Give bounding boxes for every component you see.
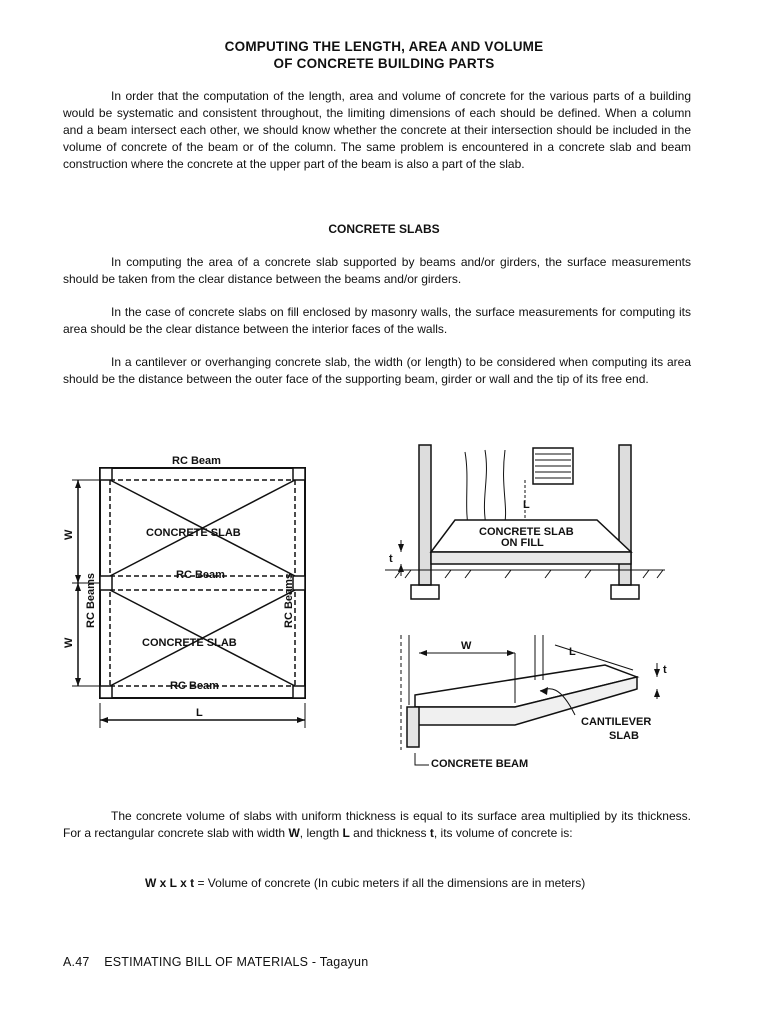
fill-slab-label-line-1: CONCRETE SLAB: [479, 526, 574, 538]
cantilever-slab-label-line-2: SLAB: [609, 730, 639, 742]
plan-w-bottom-label: W: [63, 637, 75, 648]
fill-slab-label-line-2: ON FILL: [501, 537, 544, 549]
intro-paragraph: In order that the computation of the length, area and volume of concrete for the various parts of a building would be systematic and consistent throughout, the limiting dimensions of each should be defined. When a column and a beam intersect each other, we should know whether the concrete at their intersection should be included in the volume of concrete of the beam or of the column. The same problem is encountered in a concrete slab and beam construction where the concrete at the upper part of the beam is also a part of the slab.: [63, 89, 691, 171]
volume-text-4: , its volume of concrete is:: [433, 826, 573, 840]
plan-w-top-label: W: [63, 529, 75, 540]
plan-rc-beams-left-label: RC Beams: [85, 572, 97, 628]
volume-paragraph: [63, 808, 691, 842]
slab-on-fill-figure: [375, 440, 675, 610]
plan-slab-top-label: CONCRETE SLAB: [146, 527, 241, 539]
plan-rc-beam-top-label: RC Beam: [172, 455, 221, 467]
volume-l: L: [342, 826, 350, 840]
paragraph-slab-on-fill: In the case of concrete slabs on fill enclosed by masonry walls, the surface measurements for computing its area should be the clear distance between the interior faces of the walls.: [63, 305, 691, 336]
page-title-line-2: OF CONCRETE BUILDING PARTS: [273, 56, 495, 71]
section-heading-concrete-slabs: CONCRETE SLABS: [328, 222, 440, 236]
page-title-line-1: COMPUTING THE LENGTH, AREA AND VOLUME: [224, 39, 544, 54]
fill-l-label: L: [523, 499, 530, 511]
cantilever-slab-label-line-1: CANTILEVER: [581, 716, 652, 728]
plan-rc-beams-right-label: RC Beams: [283, 572, 295, 628]
volume-text-2: , length: [299, 826, 343, 840]
cantilever-slab-figure: [375, 625, 685, 775]
plan-l-label: L: [196, 707, 203, 719]
plan-rc-beam-bottom-label: RC Beam: [170, 680, 219, 692]
volume-text-3: and thickness: [349, 826, 430, 840]
paragraph-slab-beams: In computing the area of a concrete slab supported by beams and/or girders, the surface measurements should be taken from the clear distance between the beams and/or girders.: [63, 255, 691, 286]
formula-expression: W x L x t: [145, 876, 195, 890]
formula-description: = Volume of concrete (In cubic meters if all the dimensions are in meters): [194, 876, 586, 890]
volume-t: t: [429, 826, 434, 840]
volume-text-1: The concrete volume of slabs with uniform thickness is equal to its surface area multiplied by its thickness. For a rectangular concrete slab with width: [63, 809, 691, 840]
paragraph-cantilever: In a cantilever or overhanging concrete slab, the width (or length) to be considered when computing its area should be the distance between the outer face of the supporting beam, girder or wall and the tip of its free end.: [63, 355, 691, 386]
slab-plan-figure: [60, 448, 330, 738]
concrete-beam-label: CONCRETE BEAM: [431, 758, 529, 770]
cantilever-l-label: L: [569, 646, 576, 658]
cantilever-t-label: t: [663, 664, 667, 676]
plan-rc-beam-mid-label: RC Beam: [176, 569, 225, 581]
volume-formula: [145, 876, 585, 890]
volume-w: W: [288, 826, 300, 840]
fill-t-label: t: [389, 553, 393, 565]
cantilever-w-label: W: [461, 640, 472, 652]
plan-slab-bottom-label: CONCRETE SLAB: [142, 637, 237, 649]
page-footer: A.47 ESTIMATING BILL OF MATERIALS - Tagayun: [63, 955, 369, 969]
